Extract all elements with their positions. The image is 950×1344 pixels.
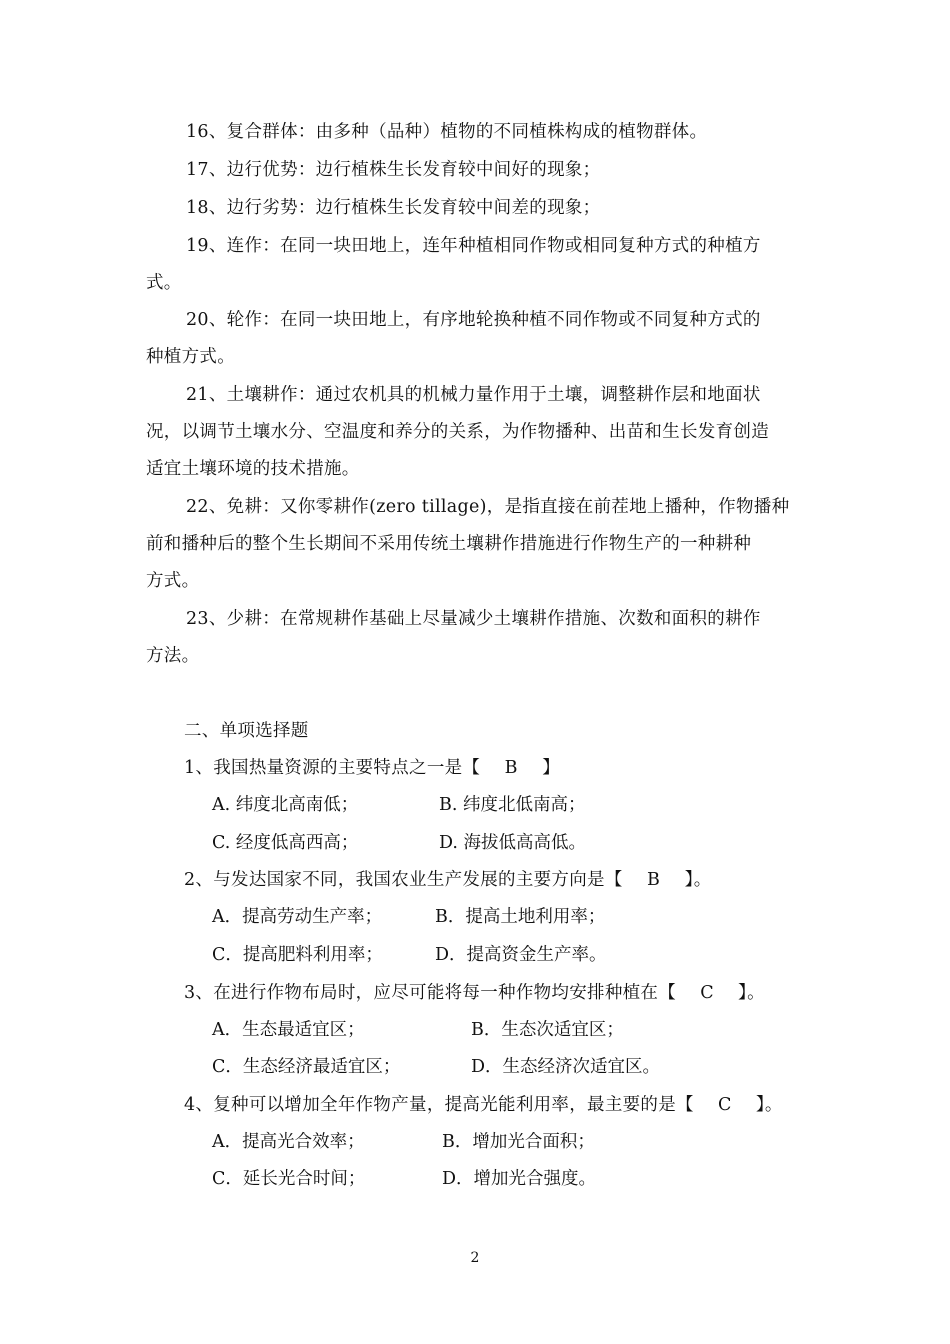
page-number: 2 [470,1250,480,1266]
question-2-option-d: D．提高资金生产率。 [435,945,607,965]
answer-value: B [647,870,661,890]
question-1-option-b: B. 纬度北低南高； [439,795,586,815]
definition-21-line-1: 21、土壤耕作：通过农机具的机械力量作用于土壤，调整耕作层和地面状 [186,385,761,405]
definition-16: 16、复合群体：由多种（品种）植物的不同植株构成的植物群体。 [186,122,708,142]
answer-value: C [717,1095,732,1115]
answer-bracket-close: 】。 [738,983,765,1003]
question-4-option-c: C．延长光合时间； [212,1169,366,1189]
question-3-option-d: D．生态经济次适宜区。 [471,1057,661,1077]
definition-17: 17、边行优势：边行植株生长发育较中间好的现象； [186,160,601,180]
question-stem-text: 3、在进行作物布局时，应尽可能将每一种作物均安排种植在【 [184,983,677,1003]
question-1-option-d: D. 海拔低高高低。 [439,833,587,853]
question-stem-text: 4、复种可以增加全年作物产量，提高光能利用率，最主要的是【 [184,1095,694,1115]
question-4-stem [184,1093,783,1117]
question-2-option-a: A．提高劳动生产率； [212,907,383,927]
definition-20-line-1: 20、轮作：在同一块田地上，有序地轮换种植不同作物或不同复种方式的 [186,310,761,330]
question-4-option-d: D．增加光合强度。 [442,1169,597,1189]
definition-23-line-1: 23、少耕：在常规耕作基础上尽量减少土壤耕作措施、次数和面积的耕作 [186,609,761,629]
question-stem-text: 1、我国热量资源的主要特点之一是【 [184,758,481,778]
question-3-stem [184,981,765,1005]
question-1-option-a: A. 纬度北高南低； [212,795,359,815]
question-2-stem [184,868,712,892]
definition-19-line-2: 式。 [146,273,182,293]
answer-value: C [700,983,714,1003]
definition-22-line-1: 22、免耕：又你零耕作(zero tillage)，是指直接在前茬地上播种，作物播种 [186,497,790,517]
question-4-option-b: B．增加光合面积； [442,1132,595,1152]
definition-22-line-2: 前和播种后的整个生长期间不采用传统土壤耕作措施进行作物生产的一种耕种 [146,534,752,554]
question-3-option-a: A．生态最适宜区； [212,1020,365,1040]
question-1-option-c: C. 经度低高西高； [212,833,359,853]
question-1-stem [184,756,560,780]
question-2-option-b: B．提高土地利用率； [435,907,606,927]
question-3-option-b: B．生态次适宜区； [471,1020,624,1040]
definition-19-line-1: 19、连作：在同一块田地上，连年种植相同作物或相同复种方式的种植方 [186,236,761,256]
question-2-option-c: C．提高肥料利用率； [212,945,383,965]
question-3-option-c: C．生态经济最适宜区； [212,1057,401,1077]
definition-23-line-2: 方法。 [146,646,200,666]
answer-bracket-close: 】 [542,758,561,778]
definition-22-line-3: 方式。 [146,571,200,591]
definition-20-line-2: 种植方式。 [146,347,235,367]
answer-bracket-close: 】。 [755,1095,783,1115]
question-stem-text: 2、与发达国家不同，我国农业生产发展的主要方向是【 [184,870,623,890]
answer-value: B [504,758,518,778]
definition-18: 18、边行劣势：边行植株生长发育较中间差的现象； [186,198,601,218]
section-title: 二、单项选择题 [184,721,309,741]
definition-21-line-2: 况，以调节土壤水分、空温度和养分的关系，为作物播种、出苗和生长发育创造 [146,422,769,442]
answer-bracket-close: 】。 [684,870,712,890]
question-4-option-a: A．提高光合效率； [212,1132,365,1152]
definition-21-line-3: 适宜土壤环境的技术措施。 [146,459,360,479]
